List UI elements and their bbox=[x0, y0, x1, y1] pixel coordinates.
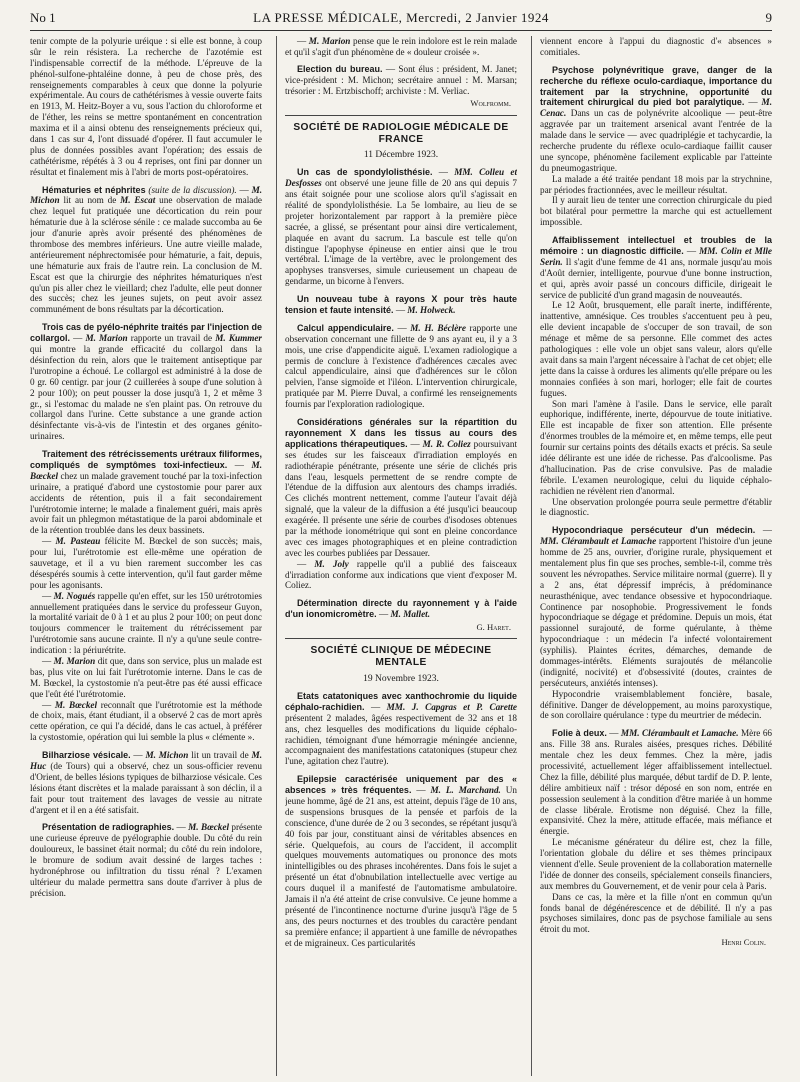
article-title: Détermination directe du rayonnement γ à l'aide d'un ionomicromètre. bbox=[285, 598, 517, 620]
author: M. Holweck. bbox=[407, 305, 456, 316]
article-body: qui montre la grande efficacité du collargol dans la désinfection du rein, alors que le traitement antiseptique par l'urotropine a échoué. Le collargol est administré à la dose de 0 gr. 60 centigr. par jour (2 cuillerées à soupe d'une solution à 2 pour 100); on peut pousser la dose jusqu'à 1, 2 et même 3 gr., si l'estomac du malade ne s'en plaint pas. On retrouve du collargol dans l'urine. Cette substance a une grande action désinfectante vis-à-vis de l'intestin et des organes génito-urinaires. bbox=[30, 344, 262, 442]
author: M. R. Coliez bbox=[422, 438, 471, 449]
author: M. Pasteau bbox=[55, 536, 101, 547]
article-retrecissements: Traitement des rétrécissements urétraux filiformes, compliqués de symptômes toxi-infectieux. — M. Bœckel chez un malade gravement touché par la toxi-infection urinaire, a pratiqué d'abord une cystostomie pour parer aux accidents de rétention, puis il a fait secondairement l'urétrotomie interne; le malade a finalement guéri, mais après avoir fait un phlegmon métastatique de la paroi abdominale et de la rétention troublée dans les deux bassinets. — M. Pasteau félicite M. Bœckel de son succès; mais, pour lui, l'urétrotomie est elle-même une opération de sauvetage, et il a vu bien rarement succomber les cas désespérés soumis à cette intervention, qu'il faut garder même pour les agonisants. — M. Nogués rappelle qu'en effet, sur les 150 urétrotomies annuellement pratiquées dans le service du professeur Guyon, la mortalité variait de 0 à 1 et au plus 2 pour 100; on peut donc toujours commencer le traitement du rétrécissement par l'urétrotomie sans aucune crainte. Il n'y a qu'une seule contre-indication : la périurétrite. — M. Marion dit que, dans son service, plus un malade est bas, plus vite on lui fait l'urétrotomie interne. Dans le cas de M. Bœckel, la cystostomie n'a peut-être pas été aussi efficace que l'eût été l'urétrotomie. — M. Bœckel reconnaît que l'urétrotomie est la méthode de choix, mais, étant étudiant, il a observé 2 cas de mort après cette opération, ce qui l'a décidé, dans le cas actuel, à préférer la cystostomie, opération qui lui semble la plus « clémente ». bbox=[30, 449, 262, 743]
article-title: Calcul appendiculaire. bbox=[297, 322, 394, 333]
paragraph: tenir compte de la polyurie uréique : si elle est bonne, à coup sûr le rein résistera. La recherche de l'azotémie est l'indispensable correctif de la méthode. L'épreuve de la phénol-sulfone-phtaléine donne, à peu de chose près, des renseignements comparables à ceux que donne la polyurie expérimentale. Au cours de cathétérismes à vessie ouverte faits en 1913, M. Heitz-Boyer a vu, sous l'action du chloroforme et de l'éther, les reins se mettre spontanément en concentration maxima et il a ainsi obtenu des renseignements précieux qui, dans 1 cas sur 4, l'ont dissuadé d'opérer. Il faut accumuler le plus de données possibles avant l'opération; des essais de cathétérisme, répétés à 3 ou 4 reprises, ont fini par donner un résultat et finalement mis à l'abri de morts post-opératoires. bbox=[30, 36, 262, 177]
signature: G. Haret. bbox=[476, 622, 511, 633]
author: MM. J. Capgras et P. Carette bbox=[386, 701, 517, 712]
article-title: Folie à deux. bbox=[552, 728, 607, 739]
article-body: une observation de malade chez lequel fut pratiquée une décortication du rein pour hématurie due à la sclérose sénile : ce malade succomba au 6e jour d'anurie après avoir présenté des phénomènes de thrombose des membres inférieurs. Une autre vieille malade, antérieurement néphrectomisée pour hématurie, a fait, depuis, une hématurie aux frais de l'autre rein. La conclusion de M. Escat est que la chirurgie des néphrites hématuriques n'est qu'un pis aller chez le vieillard; chez l'adulte, elle peut donner des succès; chez les jeunes sujets, on peut avoir assez communément de bons résultats par la décortication. bbox=[30, 195, 262, 315]
article-body: chez un malade gravement touché par la toxi-infection urinaire, a pratiqué d'abord une cystostomie pour parer aux accidents de rétention, puis il a fait secondairement l'urétrotomie interne; le malade a finalement guéri, mais après avoir fait un phlegmon métastatique de la paroi abdominale et de la rétention troublée dans les deux bassinets. bbox=[30, 470, 262, 536]
author: MM. Colleu et Desfosses bbox=[285, 167, 517, 189]
paragraph: Une observation prolongée pourra seule permettre d'établir le diagnostic. bbox=[540, 496, 772, 518]
paragraph: La malade a été traitée pendant 18 mois par la strychnine, par périodes fractionnées, avec le meilleur résultat. bbox=[540, 173, 772, 195]
text: lit au nom de bbox=[59, 195, 121, 206]
article-spondylolisthesie: Un cas de spondylolisthésie. — MM. Colleu et Desfosses ont observé une jeune fille de 20 ans qui depuis 7 ans était soignée pour une scoliose alors qu'il s'agissait en réalité de spondylolisthésie. La 5e lombaire, au lieu de se projeter horizontalement par rapport à la première pièce sacrée, a glissé, se présentant pour ainsi dire verticalement, plaquée en avant du sacrum. La bascule est telle qu'on distingue l'apophyse épineuse en entier ainsi que le trou vertébral. L'image de la vertèbre, avec le prolongement des apophyses transverses, simule curieusement un chapeau de gendarme, un bicorne à l'envers. bbox=[285, 167, 517, 287]
article-body: rapportent l'histoire d'un jeune homme de 25 ans, ouvrier, d'origine rurale, physiquement et mentalement plus fin que ses proches, semble-t-il, comme très souvent les névropathes. Service militaire normal (guerre). Il y a 2 ans, état dépressif imprécis, à prédominance neurasthénique, avec tendance obsessive et hypocondriaque. Continence par nosophobie. Progressivement le fonds hypocondriaque se dégage et prédomine. Depuis un mois, état passionnel surajouté, de forme quérulante, à thème hypocondriaque : un médecin l'a infecté volontairement (syphilis). Plaintes écrites, démarches, demande de dommages-intérêts. Eléments surajoutés de mélancolie (indignité, nocivité) et d'obsessivité (doutes, craintes de persécuteurs, anxiétés intenses). bbox=[540, 536, 772, 688]
article-title: Election du bureau. bbox=[297, 63, 383, 74]
paragraph: Dans ce cas, la mère et la fille n'ont en commun qu'un fonds banal de dégénérescence et de débilité. Il n'y a pas psychoses similaires, donc pas de psychose familiale au sens étroit du mot. bbox=[540, 891, 772, 935]
article-title: Bilharziose vésicale. bbox=[42, 750, 131, 761]
section-title: SOCIÉTÉ CLINIQUE DE MÉDECINE MENTALE bbox=[310, 645, 492, 669]
paragraph: dit que, dans son service, plus un malade est bas, plus vite on lui fait l'urétrotomie interne. Dans le cas de M. Bœckel, la cystostomie n'a peut-être pas été aussi efficace que l'eût été l'urétrotomie. bbox=[30, 655, 262, 699]
article-pyelo: Trois cas de pyélo-néphrite traités par l'injection de collargol. — M. Marion rapporte un travail de M. Kummer qui montre la grande efficacité du collargol dans la désinfection du rein, alors que le traitement antiseptique par l'urotropine a échoué. Le collargol est administré à la dose de 0 gr. 60 centigr. par jour (2 cuillerées à soupe d'une solution à 2 pour 100); on peut pousser la dose jusqu'à 1, 2 et même 3 gr., si l'estomac du malade ne s'en plaint pas. On retrouve du collargol dans l'urine. Cette substance a une grande action désinfectante vis-à-vis de l'intestin et des organes génito-urinaires. bbox=[30, 322, 262, 442]
issue-number: No 1 bbox=[30, 10, 56, 25]
article-title: Hypocondriaque persécuteur d'un médecin. bbox=[552, 525, 756, 536]
article-body: rapporte une observation concernant une fillette de 9 ans ayant eu, il y a 3 mois, une crise d'appendicite aiguë. L'examen radiologique a permis de conclure à l'existence d'adhérences cæcales avec calcul appendiculaire, ainsi que d'adhérences sur le côlon pelvien, l'anse sigmoïde et l'iléon. L'intervention chirurgicale, pratiquée par M. Pierre Duval, a confirmé les renseignements fournis par l'exploration radiologique. bbox=[285, 322, 517, 410]
author: M. Nogués bbox=[53, 590, 96, 601]
article-title: Affaiblissement intellectuel et troubles de la mémoire : un diagnostic difficile. bbox=[540, 235, 772, 257]
article-body: poursuivant ses études sur les faisceaux d'irradiation employés en radiothérapie pénétrante, présente une série de clichés pris dans l'eau, lesquels permettent de se rendre compte de l'étendue de la diffusion aux alentours des champs irradiés. Ces clichés montrent nettement, comme l'auteur l'avait déjà signalé, que la valeur de la diffusion a été jusqu'ici beaucoup exagérée. Il présente une série de courbes d'isodoses obtenues par la méthode ionométrique qui sont en pleine concordance avec ces images photographiques et en pleine contradiction avec les courbes publiées par Dessauer. bbox=[285, 438, 517, 558]
article-hematuries: Hématuries et néphrites (suite de la discussion). — M. Michon lit au nom de M. Escat une observation de malade chez lequel fut pratiquée une décortication du rein pour hématurie due à la sclérose sénile : ce malade succomba au 6e jour d'anurie après avoir présenté des phénomènes de thrombose des membres inférieurs. Une autre vieille malade, antérieurement néphrectomisée pour hématurie, a fait, depuis, une hématurie aux frais de l'autre rein. La conclusion de M. Escat est que la chirurgie des néphrites hématuriques n'est qu'un pis aller chez le vieillard; chez l'adulte, elle peut donner des succès; chez les jeunes sujets, on peut avoir assez communément de bons résultats par la décortication. bbox=[30, 184, 262, 315]
page-number: 9 bbox=[765, 10, 772, 25]
author: M. Cenac. bbox=[540, 97, 772, 119]
article-title: Considérations générales sur la répartition du rayonnement X dans les tissus au cours des applications thérapeutiques. bbox=[285, 417, 517, 449]
page-header bbox=[30, 10, 772, 30]
column-2: — M. Marion pense que le rein indolore est le rein malade et qu'il s'agit d'un phénomène de « douleur croisée ». Election du bureau. — Sont élus : président, M. Janet; vice-président : M. Michon; secrétaire annuel : M. Marsan; trésorier : M. Ertzbischoff; archiviste : M. Verliac. Wolfromm. SOCIÉTÉ DE RADIOLOGIE MÉDICALE DE FRANCE 11 Décembre 1923. Un cas de spondylolisthésie. — MM. Colleu et Desfosses ont observé une jeune fille de 20 ans qui depuis 7 ans était soignée pour une scoliose alors qu'il s'agissait en réalité de spondylolisthésie. La 5e lombaire, au lieu de se projeter horizontalement par rapport à la première pièce sacrée, a glissé, se présentant pour ainsi dire verticalement, plaquée en avant du sacrum. La bascule est telle qu'on distingue l'apophyse épineuse en entier ainsi que le trou vertébral. L'image de la vertèbre, avec le prolongement des apophyses transverses, simule curieusement un chapeau de gendarme, un bicorne à l'envers. Un nouveau tube à rayons X pour très haute tension et faute intensité. — M. Holweck. Calcul appendiculaire. — M. H. Béclère rapporte une observation concernant une fillette de 9 ans ayant eu, il y a 3 mois, une crise d'appendicite aiguë. L'examen radiologique a permis de conclure à l'existence d'adhérences cæcales avec calcul appendiculaire, ainsi que d'adhérences sur le côlon pelvien, l'anse sigmoïde et l'iléon. L'intervention chirurgicale, pratiquée par M. Pierre Duval, a confirmé les renseignements fournis par l'exploration radiologique. Considérations générales sur la répartition du rayonnement X dans les tissus au cours des applications thérapeutiques. — M. R. Coliez poursuivant ses études sur les faisceaux d'irradiation employés en radiothérapie pénétrante, présente une série de clichés pris dans l'eau, lesquels permettent de se rendre compte de l'étendue de la diffusion aux alentours des champs irradiés. Ces clichés montrent nettement, comme l'auteur l'avait déjà signalé, que la valeur de la diffusion a été jusqu'ici beaucoup exagérée. Il présente une série de courbes d'isodoses obtenues par la méthode ionométrique qui sont en pleine concordance avec ces images photographiques et en pleine contradiction avec les courbes publiées par Dessauer. — M. Joly rappelle qu'il a publié des faisceaux d'irradiation conforme aux indications que vient d'exposer M. Coliez. Détermination directe du rayonnement γ à l'aide d'un ionomicromètre. — M. Mallet. G. Haret. SOCIÉTÉ CLINIQUE DE MÉDECINE MENTALE 19 Novembre 1923. Etats catatoniques avec xanthochromie du liquide céphalo-rachidien. — MM. J. Capgras et P. Carette présentent 2 malades, âgées respectivement de 32 ans et 18 ans, chez lesquelles des modifications du liquide céphalo-rachidien, témoignant d'une hémorragie méningée ancienne, accompagnaient des manifestations catatoniques (stupeur chez l'une, agitation chez l'autre). Epilepsie caractérisée uniquement par des « absences » très fréquentes. — M. L. Marchand. Un jeune homme, âgé de 21 ans, est atteint, depuis l'âge de 10 ans, de suspensions brusques de la pensée et parfois de la conscience, d'une durée de 2 ou 3 secondes, se répétant jusqu'à 40 fois par jour, constituant ainsi de véritables absences en série. Quelquefois, au cours de l'accident, il accomplit quelques mouvements automatiques ou prononce des mots inintelligibles ou des phrases incohérentes. Dans fois le sujet a présenté un état d'obnubilation intellectuelle avec vertige au cours duquel il a manifesté de l'automatisme ambulatoire. Jamais il n'a été atteint de crise convulsive. Ce jeune homme a présenté de l'incontinence nocturne d'urine jusqu'à l'âge de 5 ans, des peurs nocturnes et des troubles du caractère pendant sa première enfance; il appartient à une famille de névropathes et de migraineux. Ces particularités bbox=[285, 36, 517, 948]
author: M. Marion bbox=[308, 36, 351, 46]
author: M. Michon bbox=[30, 184, 262, 206]
article-note: (suite de la discussion). bbox=[148, 184, 237, 195]
column-3 bbox=[540, 36, 772, 1076]
author: M. Huc bbox=[30, 750, 262, 771]
article-title: Psychose polynévritique grave, danger de la recherche du réflexe oculo-cardiaque, importance du traitement par la strychnine, opportunité du traitement chirurgical du pied bot paralytique. bbox=[540, 64, 772, 108]
newspaper-title: LA PRESSE MÉDICALE, Mercredi, 2 Janvier 1924 bbox=[253, 10, 549, 25]
author: M. L. Marchand. bbox=[430, 785, 501, 796]
article-body: Dans un cas de polynévrite alcoolique — peut-être aggravée par un traitement arsenical avant l'entrée de la malade dans le service — avec quadriplégie et tachycardie, la recherche prudente du réflexe oculo-cardiaque faillit causer une syncope, phénomène facilement explicable par l'atteinte du pneumogastrique. bbox=[540, 108, 772, 173]
signature: Wolfromm. bbox=[470, 98, 511, 109]
article-title: Etats catatoniques avec xanthochromie du liquide céphalo-rachidien. bbox=[285, 690, 517, 712]
article-hypocondriaque: Hypocondriaque persécuteur d'un médecin. — MM. Clérambault et Lamache rapportent l'histoire d'un jeune homme de 25 ans, ouvrier, d'origine rurale, physiquement et mentalement plus fin que ses proches, semble-t-il, comme très souvent les névropathes. Service militaire normal (guerre). Il y a 2 ans, état dépressif imprécis, à prédominance neurasthénique, avec tendance obsessive et hypocondriaque. Continence par nosophobie. Progressivement le fonds hypocondriaque se dégage et prédomine. Depuis un mois, état passionnel surajouté, de forme quérulante, à thème hypocondriaque : un médecin l'a infecté volontairement (syphilis). Plaintes écrites, démarches, demande de dommages-intérêts. Eléments surajoutés de mélancolie (indignité, nocivité) et d'obsessivité (doutes, craintes de persécuteurs, anxiétés intenses). Hypocondrie vraisemblablement foncière, basale, définitive. Danger de développement, au moins paroxystique, de son corollaire quérulance : type du meurtrier de médecin. bbox=[540, 525, 772, 721]
article-tube: Un nouveau tube à rayons X pour très haute tension et faute intensité. — M. Holweck. bbox=[285, 294, 517, 316]
article-body: (de Tours) qui a observé, chez un sous-officier revenu d'Orient, de belles lésions typiques de bilharziose vésicale. Ces lésions étant discrètes et la malade paraissant à son déclin, il a fait pour tout traitement des lavages de vessie au nitrate d'argent et il en a été satisfait. bbox=[30, 761, 262, 815]
author: M. Michon bbox=[145, 750, 189, 761]
author: MM. Clérambault et Lamache. bbox=[620, 728, 739, 739]
article-body: Un jeune homme, âgé de 21 ans, est atteint, depuis l'âge de 10 ans, de suspensions brusques de la pensée et parfois de la conscience, d'une durée de 2 ou 3 secondes, se répétant jusqu'à 40 fois par jour, constituant ainsi de véritables absences en série. Quelquefois, au cours de l'accident, il accomplit quelques mouvements automatiques ou prononce des mots inintelligibles ou des phrases incohérentes. Dans fois le sujet a présenté un état d'obnubilation intellectuelle avec vertige au cours duquel il a manifesté de l'automatisme ambulatoire. Jamais il n'a été atteint de crise convulsive. Ce jeune homme a présenté de l'incontinence nocturne d'urine jusqu'à l'âge de 5 ans, des peurs nocturnes et des troubles du caractère pendant sa première enfance; il appartient à une famille de névropathes et de migraineux. Ces particularités bbox=[285, 785, 517, 948]
paragraph: Le mécanisme générateur du délire est, chez la fille, l'orientation globale du délire et ses thèmes principaux viennent d'elle. Seule provenient de la collaboration maternelle l'idée de donner des conseils, spécialement conseils financiers, aux membres du Gouvernement, et de venir pour cela à Paris. bbox=[540, 837, 772, 891]
section-rule bbox=[285, 115, 517, 116]
article-bureau bbox=[285, 64, 517, 97]
paragraph: Le 12 Août, brusquement, elle paraît inerte, indifférente, inattentive, amnésique. Ces troubles s'accentuent peu à peu, elle devient incapable de s'occuper de son travail, de son ménage et même de sa personne. Elle commet des actes pathologiques : elle vole un objet sans valeur, alors qu'elle avait dans sa main l'argent nécessaire à l'achat de cet objet; elle jette dans la caisse à ordures les aliments qu'elle prépare ou les monnaies confiées à son mari, horloger; elle fait de courtes fugues. bbox=[540, 300, 772, 398]
article-title: Hématuries et néphrites bbox=[42, 184, 146, 195]
author: M. Marion bbox=[85, 333, 128, 344]
paragraph: viennent encore à l'appui du diagnostic d'« absences » comitiales. bbox=[540, 36, 772, 57]
paragraph: Son mari l'amène à l'asile. Dans le service, elle paraît euphorique, indifférente, inerte, dépourvue de toute initiative. Elle est incapable de fixer son attention. Elle présente d'énormes troubles de la mémoire et, en même temps, elle peut fournir sur certains points des détails exacts et précis. Sa seule idée délirante est une idée de richesse. Pas d'alcoolisme. Pas d'hallucination. Pas de crise convulsive. Pas de maladie fébrile. L'examen neurologique, celui du liquide céphalo-rachidien ne révèlent rien d'anormal. bbox=[540, 398, 772, 496]
article-radiographies: Présentation de radiographies. — M. Bœckel présente une curieuse épreuve de pyélographie double. Du côté du rein douloureux, le bassinet était normal; du côté du rein indolore, le bromure de sodium avait dessiné de larges taches : hydronéphrose ou infiltration du tissu rénal ? L'examen ultérieur du malade permettra sans doute d'arriver à plus de précision. bbox=[30, 822, 262, 898]
article-folie-a-deux: Folie à deux. — MM. Clérambault et Lamache. Mère 66 ans. Fille 38 ans. Rurales aisées, presques riches. Débilité mentale chez les deux femmes. Chez la mère, jadis processivité, actuellement léger affaiblissement intellectuel. Chez la fille, débilité plus marquée, début tardif de D. P. lente, délire ambitieux naïf : trésor déposé en son nom, entrée en possession seulement à la condition d'être mariée à un homme de classe libérale. Erotisme non déguisé. Chez la fille, expansivité. Chez la mère, attitude effacée, mais méfiance et énergie. Le mécanisme générateur du délire est, chez la fille, l'orientation globale du délire et ses thèmes principaux viennent d'elle. Seule provenient de la collaboration maternelle l'idée de donner des conseils, spécialement conseils financiers, aux membres du Gouvernement, et de venir pour cela à Paris. Dans ce cas, la mère et la fille n'ont en commun qu'un fonds banal de dégénérescence et de débilité. Il n'y a pas psychoses similaires, donc pas de psychose familiale au sens étroit du mot. bbox=[540, 728, 772, 935]
paragraph: reconnaît que l'urétrotomie est la méthode de choix, mais, étant étudiant, il a observé 2 cas de mort après cette opération, ce qui l'a décidé, dans le cas actuel, à préférer la cystostomie, opération qui lui semble la plus « clémente ». bbox=[30, 699, 262, 743]
article-title: Un cas de spondylolisthésie. bbox=[297, 167, 433, 178]
author: M. Bœckel bbox=[30, 459, 262, 481]
article-considerations: Considérations générales sur la répartition du rayonnement X dans les tissus au cours des applications thérapeutiques. — M. R. Coliez poursuivant ses études sur les faisceaux d'irradiation employés en radiothérapie pénétrante, présente une série de clichés pris dans l'eau, lesquels permettent de se rendre compte de l'étendue de la diffusion aux alentours des champs irradiés. Ces clichés montrent nettement, comme l'auteur l'avait déjà signalé, que la valeur de la diffusion a été jusqu'ici beaucoup exagérée. Il présente une série de courbes d'isodoses obtenues par la méthode ionométrique qui sont en pleine concordance avec ces images photographiques et en pleine contradiction avec les courbes publiées par Dessauer. — M. Joly rappelle qu'il a publié des faisceaux d'irradiation conforme aux indications que vient d'exposer M. Coliez. bbox=[285, 417, 517, 591]
section-date: 19 Novembre 1923. bbox=[363, 673, 439, 684]
paragraph: félicite M. Bœckel de son succès; mais, pour lui, l'urétrotomie est elle-même une opération de sauvetage, et il a vu bien rarement succomber les cas désespérés soumis à cette intervention, qu'il faut garder même pour les agonisants. bbox=[30, 536, 262, 590]
article-body: Mère 66 ans. Fille 38 ans. Rurales aisées, presques riches. Débilité mentale chez les deux femmes. Chez la mère, jadis processivité, actuellement léger affaiblissement intellectuel. Chez la fille, débilité plus marquée, début tardif de D. P. lente, délire ambitieux naïf : trésor déposé en son nom, entrée en possession seulement à la condition d'être mariée à un homme de classe libérale. Erotisme non déguisé. Chez la fille, expansivité. Chez la mère, attitude effacée, mais méfiance et énergie. bbox=[540, 728, 772, 837]
author: M. H. Béclère bbox=[410, 322, 466, 333]
column-1 bbox=[30, 36, 262, 1076]
author: M. Bœckel bbox=[54, 699, 98, 710]
paragraph: rappelle qu'en effet, sur les 150 urétrotomies annuellement pratiquées dans le service du professeur Guyon, la mortalité variait de 0 à 1 et au plus 2 pour 100; on peut donc toujours commencer le traitement du rétrécissement par l'urétrotomie sans aucune crainte. Il n'y a qu'une seule contre-indication : la périurétrite. bbox=[30, 590, 262, 656]
article-body: Il s'agit d'une femme de 41 ans, normale jusqu'au mois d'Août dernier, intelligente, pourvue d'une bonne instruction, et qui, après avoir passé un concours difficile, dirigeait le service de publicité d'un grand magasin de nouveautés. bbox=[540, 256, 772, 300]
article-body: présente une curieuse épreuve de pyélographie double. Du côté du rein douloureux, le bassinet était normal; du côté du rein indolore, le bromure de sodium avait dessiné de larges taches : hydronéphrose ou infiltration du tissu rénal ? L'examen ultérieur du malade permettra sans doute d'arriver à plus de précision. bbox=[30, 822, 262, 898]
article-epilepsie: Epilepsie caractérisée uniquement par des « absences » très fréquentes. — M. L. Marchand. Un jeune homme, âgé de 21 ans, est atteint, depuis l'âge de 10 ans, de suspensions brusques de la pensée et parfois de la conscience, d'une durée de 2 ou 3 secondes, se répétant jusqu'à 40 fois par jour, constituant ainsi de véritables absences en série. Quelquefois, au cours de l'accident, il accomplit quelques mouvements automatiques ou prononce des mots inintelligibles ou des phrases incohérentes. Dans fois le sujet a présenté un état d'obnubilation intellectuelle avec vertige au cours duquel il a manifesté de l'automatisme ambulatoire. Jamais il n'a été atteint de crise convulsive. Ce jeune homme a présenté de l'incontinence nocturne d'urine jusqu'à l'âge de 5 ans, des peurs nocturnes et des troubles du caractère pendant sa première enfance; il appartient à une famille de névropathes et de migraineux. Ces particularités bbox=[285, 774, 517, 948]
author: M. Escat bbox=[120, 195, 156, 206]
article-title: Un nouveau tube à rayons X pour très haute tension et faute intensité. bbox=[285, 294, 517, 316]
article-title: Traitement des rétrécissements urétraux filiformes, compliqués de symptômes toxi-infectieux. bbox=[30, 449, 262, 470]
article-determination: Détermination directe du rayonnement γ à l'aide d'un ionomicromètre. — M. Mallet. bbox=[285, 598, 517, 620]
paragraph: Hypocondrie vraisemblablement foncière, basale, définitive. Danger de développement, au moins paroxystique, de son corollaire quérulance : type du meurtrier de médecin. bbox=[540, 688, 772, 721]
article-title: Présentation de radiographies. bbox=[42, 822, 175, 833]
section-title: SOCIÉTÉ DE RADIOLOGIE MÉDICALE DE FRANCE bbox=[293, 121, 509, 145]
section-date: 11 Décembre 1923. bbox=[363, 150, 439, 161]
author: MM. Colin et Mlle Serin. bbox=[540, 246, 772, 267]
article-title: Trois cas de pyélo-néphrite traités par l'injection de collargol. bbox=[30, 322, 262, 344]
author: M. Kummer bbox=[215, 333, 262, 344]
header-rule bbox=[30, 30, 772, 31]
text: lit un travail de bbox=[188, 750, 252, 761]
article-title: Epilepsie caractérisée uniquement par des « absences » très fréquentes. bbox=[285, 774, 517, 796]
paragraph: Il y aurait lieu de tenter une correction chirurgicale du pied bot bilatéral pour permettre la marche qui est actuellement impossible. bbox=[540, 195, 772, 228]
paragraph: rappelle qu'il a publié des faisceaux d'irradiation conforme aux indications que vient d'exposer M. Coliez. bbox=[285, 558, 517, 591]
article-psychose: Psychose polynévritique grave, danger de la recherche du réflexe oculo-cardiaque, importance du traitement par la strychnine, opportunité du traitement chirurgical du pied bot paralytique. — M. Cenac. Dans un cas de polynévrite alcoolique — peut-être aggravée par un traitement arsenical avant l'entrée de la malade dans le service — avec quadriplégie et tachycardie, la recherche prudente du réflexe oculo-cardiaque faillit causer une syncope, phénomène facilement explicable par l'atteinte du pneumogastrique. La malade a été traitée pendant 18 mois par la strychnine, par périodes fractionnées, avec le meilleur résultat. Il y aurait lieu de tenter une correction chirurgicale du pied bot bilatéral pour permettre la marche qui est actuellement impossible. bbox=[540, 64, 772, 228]
article-bilharziose: Bilharziose vésicale. — M. Michon lit un travail de M. Huc (de Tours) qui a observé, chez un sous-officier revenu d'Orient, de belles lésions typiques de bilharziose vésicale. Ces lésions étant discrètes et la malade paraissant à son déclin, il a fait pour tout traitement des lavages de vessie au nitrate d'argent et il en a été satisfait. bbox=[30, 750, 262, 815]
paragraph: pense que le rein indolore est le rein malade et qu'il s'agit d'un phénomène de « douleur croisée ». bbox=[285, 36, 517, 57]
author: M. Mallet. bbox=[390, 609, 430, 620]
column-divider bbox=[531, 36, 532, 1076]
article-body: — Sont élus : président, M. Janet; vice-président : M. Michon; secrétaire annuel : M. Marsan; trésorier : M. Ertzbischoff; archiviste : M. Verliac. bbox=[285, 63, 517, 96]
article-body: ont observé une jeune fille de 20 ans qui depuis 7 ans était soignée pour une scoliose alors qu'il s'agissait en réalité de spondylolisthésie. La 5e lombaire, au lieu de se projeter horizontalement par rapport à la première pièce sacrée, a glissé, se présentant pour ainsi dire verticalement, plaquée en avant du sacrum. La bascule est telle qu'on distingue l'apophyse épineuse en entier ainsi que le trou vertébral. L'image de la vertèbre, avec le prolongement des apophyses transverses, simule curieusement un chapeau de gendarme, un bicorne à l'envers. bbox=[285, 178, 517, 287]
article-body: présentent 2 malades, âgées respectivement de 32 ans et 18 ans, chez lesquelles des modifications du liquide céphalo-rachidien, témoignant d'une hémorragie méningée ancienne, accompagnaient des manifestations catatoniques (stupeur chez l'une, agitation chez l'autre). bbox=[285, 712, 517, 767]
section-rule bbox=[285, 638, 517, 639]
text: rapporte un travail de bbox=[127, 333, 216, 344]
article-etats-catatoniques: Etats catatoniques avec xanthochromie du liquide céphalo-rachidien. — MM. J. Capgras et P. Carette présentent 2 malades, âgées respectivement de 32 ans et 18 ans, chez lesquelles des modifications du liquide céphalo-rachidien, témoignant d'une hémorragie méningée ancienne, accompagnaient des manifestations catatoniques (stupeur chez l'une, agitation chez l'autre). bbox=[285, 690, 517, 767]
author: M. Bœckel bbox=[188, 822, 230, 833]
author: M. Joly bbox=[314, 558, 349, 569]
author: MM. Clérambault et Lamache bbox=[540, 536, 657, 547]
column-divider bbox=[276, 36, 277, 1076]
author: M. Marion bbox=[53, 655, 96, 666]
signature: Henri Colin. bbox=[721, 937, 766, 948]
article-calcul: Calcul appendiculaire. — M. H. Béclère rapporte une observation concernant une fillette de 9 ans ayant eu, il y a 3 mois, une crise d'appendicite aiguë. L'examen radiologique a permis de conclure à l'existence d'adhérences cæcales avec calcul appendiculaire, ainsi que d'adhérences sur le côlon pelvien, l'anse sigmoïde et l'iléon. L'intervention chirurgicale, pratiquée par M. Pierre Duval, a confirmé les renseignements fournis par l'exploration radiologique. bbox=[285, 322, 517, 410]
article-affaiblissement: Affaiblissement intellectuel et troubles de la mémoire : un diagnostic difficile. — MM. Colin et Mlle Serin. Il s'agit d'une femme de 41 ans, normale jusqu'au mois d'Août dernier, intelligente, pourvue d'une bonne instruction, et qui, après avoir passé un concours difficile, dirigeait le service de publicité d'un grand magasin de nouveautés. Le 12 Août, brusquement, elle paraît inerte, indifférente, inattentive, amnésique. Ces troubles s'accentuent peu à peu, elle devient incapable de s'occuper de son travail, de son ménage et même de sa personne. Elle commet des actes pathologiques : elle vole un objet sans valeur, alors qu'elle avait dans sa main l'argent nécessaire à l'achat de cet objet; elle jette dans la caisse à ordures les aliments qu'elle prépare ou les monnaies confiées à son mari, horloger; elle fait de courtes fugues. Son mari l'amène à l'asile. Dans le service, elle paraît euphorique, indifférente, inerte, dépourvue de toute initiative. Elle est incapable de fixer son attention. Elle présente d'énormes troubles de la mémoire et, en même temps, elle peut fournir sur certains points des détails exacts et précis. Sa seule idée délirante est une idée de richesse. Pas d'alcoolisme. Pas d'hallucination. Pas de crise convulsive. Pas de maladie fébrile. L'examen neurologique, celui du liquide céphalo-rachidien ne révèlent rien d'anormal. Une observation prolongée pourra seule permettre d'établir le diagnostic. bbox=[540, 235, 772, 518]
